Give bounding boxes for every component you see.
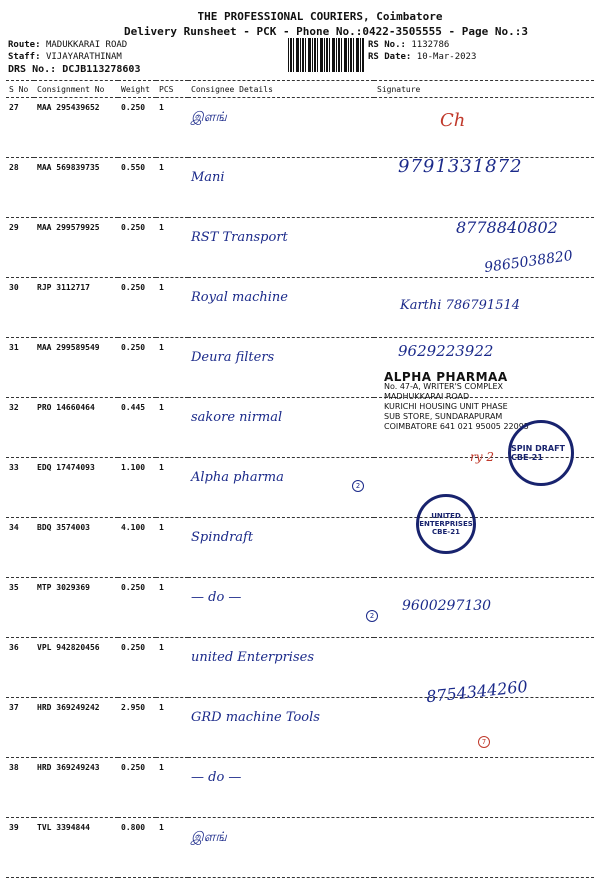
consignment-cell: MTP 3029369 xyxy=(34,578,118,638)
runsheet-title: Delivery Runsheet - PCK - Phone No.:0422-3505555 - Page No.:3 xyxy=(124,25,528,38)
consignment-cell: BDQ 3574003 xyxy=(34,518,118,578)
sig-38: 9600297130 xyxy=(402,598,492,614)
consignee-cell: Spindraft xyxy=(188,518,374,578)
runsheet-table xyxy=(6,80,594,878)
signature-cell xyxy=(374,758,594,818)
sno-cell: 38 xyxy=(6,758,34,818)
circled-mark-35: 2 xyxy=(352,480,364,492)
sno-cell: 36 xyxy=(6,638,34,698)
col-consignment: Consignment No xyxy=(34,81,118,98)
weight-cell: 2.950 xyxy=(118,698,156,758)
consignment-cell: EDQ 17474093 xyxy=(34,458,118,518)
spin-draft-stamp: SPIN DRAFT CBE-21 xyxy=(508,420,574,486)
circled-mark-38: 2 xyxy=(366,610,378,622)
col-pcs: PCS xyxy=(156,81,188,98)
consignee-cell: — do — xyxy=(188,578,374,638)
consignment-cell: VPL 942820456 xyxy=(34,638,118,698)
drs-line: DRS No.: DCJB113278603 xyxy=(8,64,141,75)
weight-cell: 0.250 xyxy=(118,338,156,398)
weight-cell: 1.100 xyxy=(118,458,156,518)
sno-cell: 35 xyxy=(6,578,34,638)
sno-cell: 30 xyxy=(6,278,34,338)
consignee-cell: GRD machine Tools xyxy=(188,698,374,758)
consignment-cell: MAA 299579925 xyxy=(34,218,118,278)
signature-cell xyxy=(374,518,594,578)
sno-cell: 32 xyxy=(6,398,34,458)
table-row xyxy=(6,818,594,878)
sig-29: 8778840802 xyxy=(456,218,558,237)
signature-cell xyxy=(374,698,594,758)
sno-cell: 28 xyxy=(6,158,34,218)
sno-cell: 33 xyxy=(6,458,34,518)
consignee-cell: RST Transport xyxy=(188,218,374,278)
sig-39: 8754344260 xyxy=(425,676,529,707)
weight-cell: 0.250 xyxy=(118,98,156,158)
circled-mark-bottom: 7 xyxy=(478,736,490,748)
col-sno: S No xyxy=(6,81,34,98)
consignment-cell: MAA 299589549 xyxy=(34,338,118,398)
pcs-cell: 1 xyxy=(156,338,188,398)
pcs-cell: 1 xyxy=(156,698,188,758)
consignment-cell: MAA 295439652 xyxy=(34,98,118,158)
col-consignee: Consignee Details xyxy=(188,81,374,98)
rs-date-value: 10-Mar-2023 xyxy=(416,52,477,62)
consignee-cell: Deura filters xyxy=(188,338,374,398)
table-row xyxy=(6,698,594,758)
weight-cell: 0.250 xyxy=(118,758,156,818)
barcode xyxy=(288,38,364,72)
table-row xyxy=(6,518,594,578)
consignee-cell: Royal machine xyxy=(188,278,374,338)
table-header-row xyxy=(6,81,594,98)
rs-date-line: RS Date: 10-Mar-2023 xyxy=(368,52,477,62)
staff-line: Staff: VIJAYARATHINAM xyxy=(8,52,122,62)
sig-30: 9865038820 xyxy=(483,247,574,277)
weight-cell: 0.445 xyxy=(118,398,156,458)
sig-34-mark: ry 2 xyxy=(470,450,494,464)
pcs-cell: 1 xyxy=(156,398,188,458)
sno-cell: 29 xyxy=(6,218,34,278)
consignee-cell: Mani xyxy=(188,158,374,218)
table-row xyxy=(6,458,594,518)
pcs-cell: 1 xyxy=(156,158,188,218)
rs-no-line: RS No.: 1132786 xyxy=(368,40,450,50)
sno-cell: 39 xyxy=(6,818,34,878)
consignment-cell: HRD 369249242 xyxy=(34,698,118,758)
company-title: THE PROFESSIONAL COURIERS, Coimbatore xyxy=(197,10,443,23)
consignee-cell: Alpha pharma xyxy=(188,458,374,518)
consignee-cell: sakore nirmal xyxy=(188,398,374,458)
route-value: MADUKKARAI ROAD xyxy=(45,40,128,50)
pcs-cell: 1 xyxy=(156,98,188,158)
col-weight: Weight xyxy=(118,81,156,98)
weight-cell: 4.100 xyxy=(118,518,156,578)
consignment-cell: TVL 3394844 xyxy=(34,818,118,878)
table-row xyxy=(6,758,594,818)
united-enterprises-stamp: UNITED ENTERPRISES CBE-21 xyxy=(416,494,476,554)
weight-cell: 0.250 xyxy=(118,578,156,638)
drs-value: DCJB113278603 xyxy=(62,64,141,75)
sig-27: Ch xyxy=(440,110,466,131)
rs-no-value: 1132786 xyxy=(411,40,450,50)
sno-cell: 34 xyxy=(6,518,34,578)
pcs-cell: 1 xyxy=(156,818,188,878)
consignment-cell: MAA 569839735 xyxy=(34,158,118,218)
route-line: Route: MADUKKARAI ROAD xyxy=(8,40,128,50)
table-row xyxy=(6,98,594,158)
consignee-cell: இளங் xyxy=(188,818,374,878)
weight-cell: 0.250 xyxy=(118,218,156,278)
table-body xyxy=(6,98,594,878)
consignment-cell: HRD 369249243 xyxy=(34,758,118,818)
sno-cell: 31 xyxy=(6,338,34,398)
weight-cell: 0.550 xyxy=(118,158,156,218)
pcs-cell: 1 xyxy=(156,518,188,578)
pcs-cell: 1 xyxy=(156,758,188,818)
staff-value: VIJAYARATHINAM xyxy=(45,52,122,62)
weight-cell: 0.250 xyxy=(118,638,156,698)
consignee-cell: — do — xyxy=(188,758,374,818)
weight-cell: 0.800 xyxy=(118,818,156,878)
pcs-cell: 1 xyxy=(156,278,188,338)
table-row xyxy=(6,578,594,638)
signature-cell xyxy=(374,818,594,878)
pcs-cell: 1 xyxy=(156,638,188,698)
col-signature: Signature xyxy=(374,81,594,98)
consignee-cell: united Enterprises xyxy=(188,638,374,698)
pcs-cell: 1 xyxy=(156,578,188,638)
pcs-cell: 1 xyxy=(156,458,188,518)
pcs-cell: 1 xyxy=(156,218,188,278)
consignment-cell: RJP 3112717 xyxy=(34,278,118,338)
consignee-cell: இளங் xyxy=(188,98,374,158)
weight-cell: 0.250 xyxy=(118,278,156,338)
sig-28: 9791331872 xyxy=(398,156,523,177)
sno-cell: 37 xyxy=(6,698,34,758)
sno-cell: 27 xyxy=(6,98,34,158)
signature-cell xyxy=(374,98,594,158)
sig-32: 9629223922 xyxy=(398,342,494,360)
alpha-pharmaa-stamp: ALPHA PHARMAA No. 47-A, WRITER'S COMPLEX MADHUKKARAI ROAD KURICHI HOUSING UNIT PHASE SUB STORE, SUNDARAPURAM COIMBATORE 641 021 95005 22095 xyxy=(384,370,529,431)
consignment-cell: PRO 14660464 xyxy=(34,398,118,458)
sig-31: Karthi 786791514 xyxy=(400,298,521,313)
